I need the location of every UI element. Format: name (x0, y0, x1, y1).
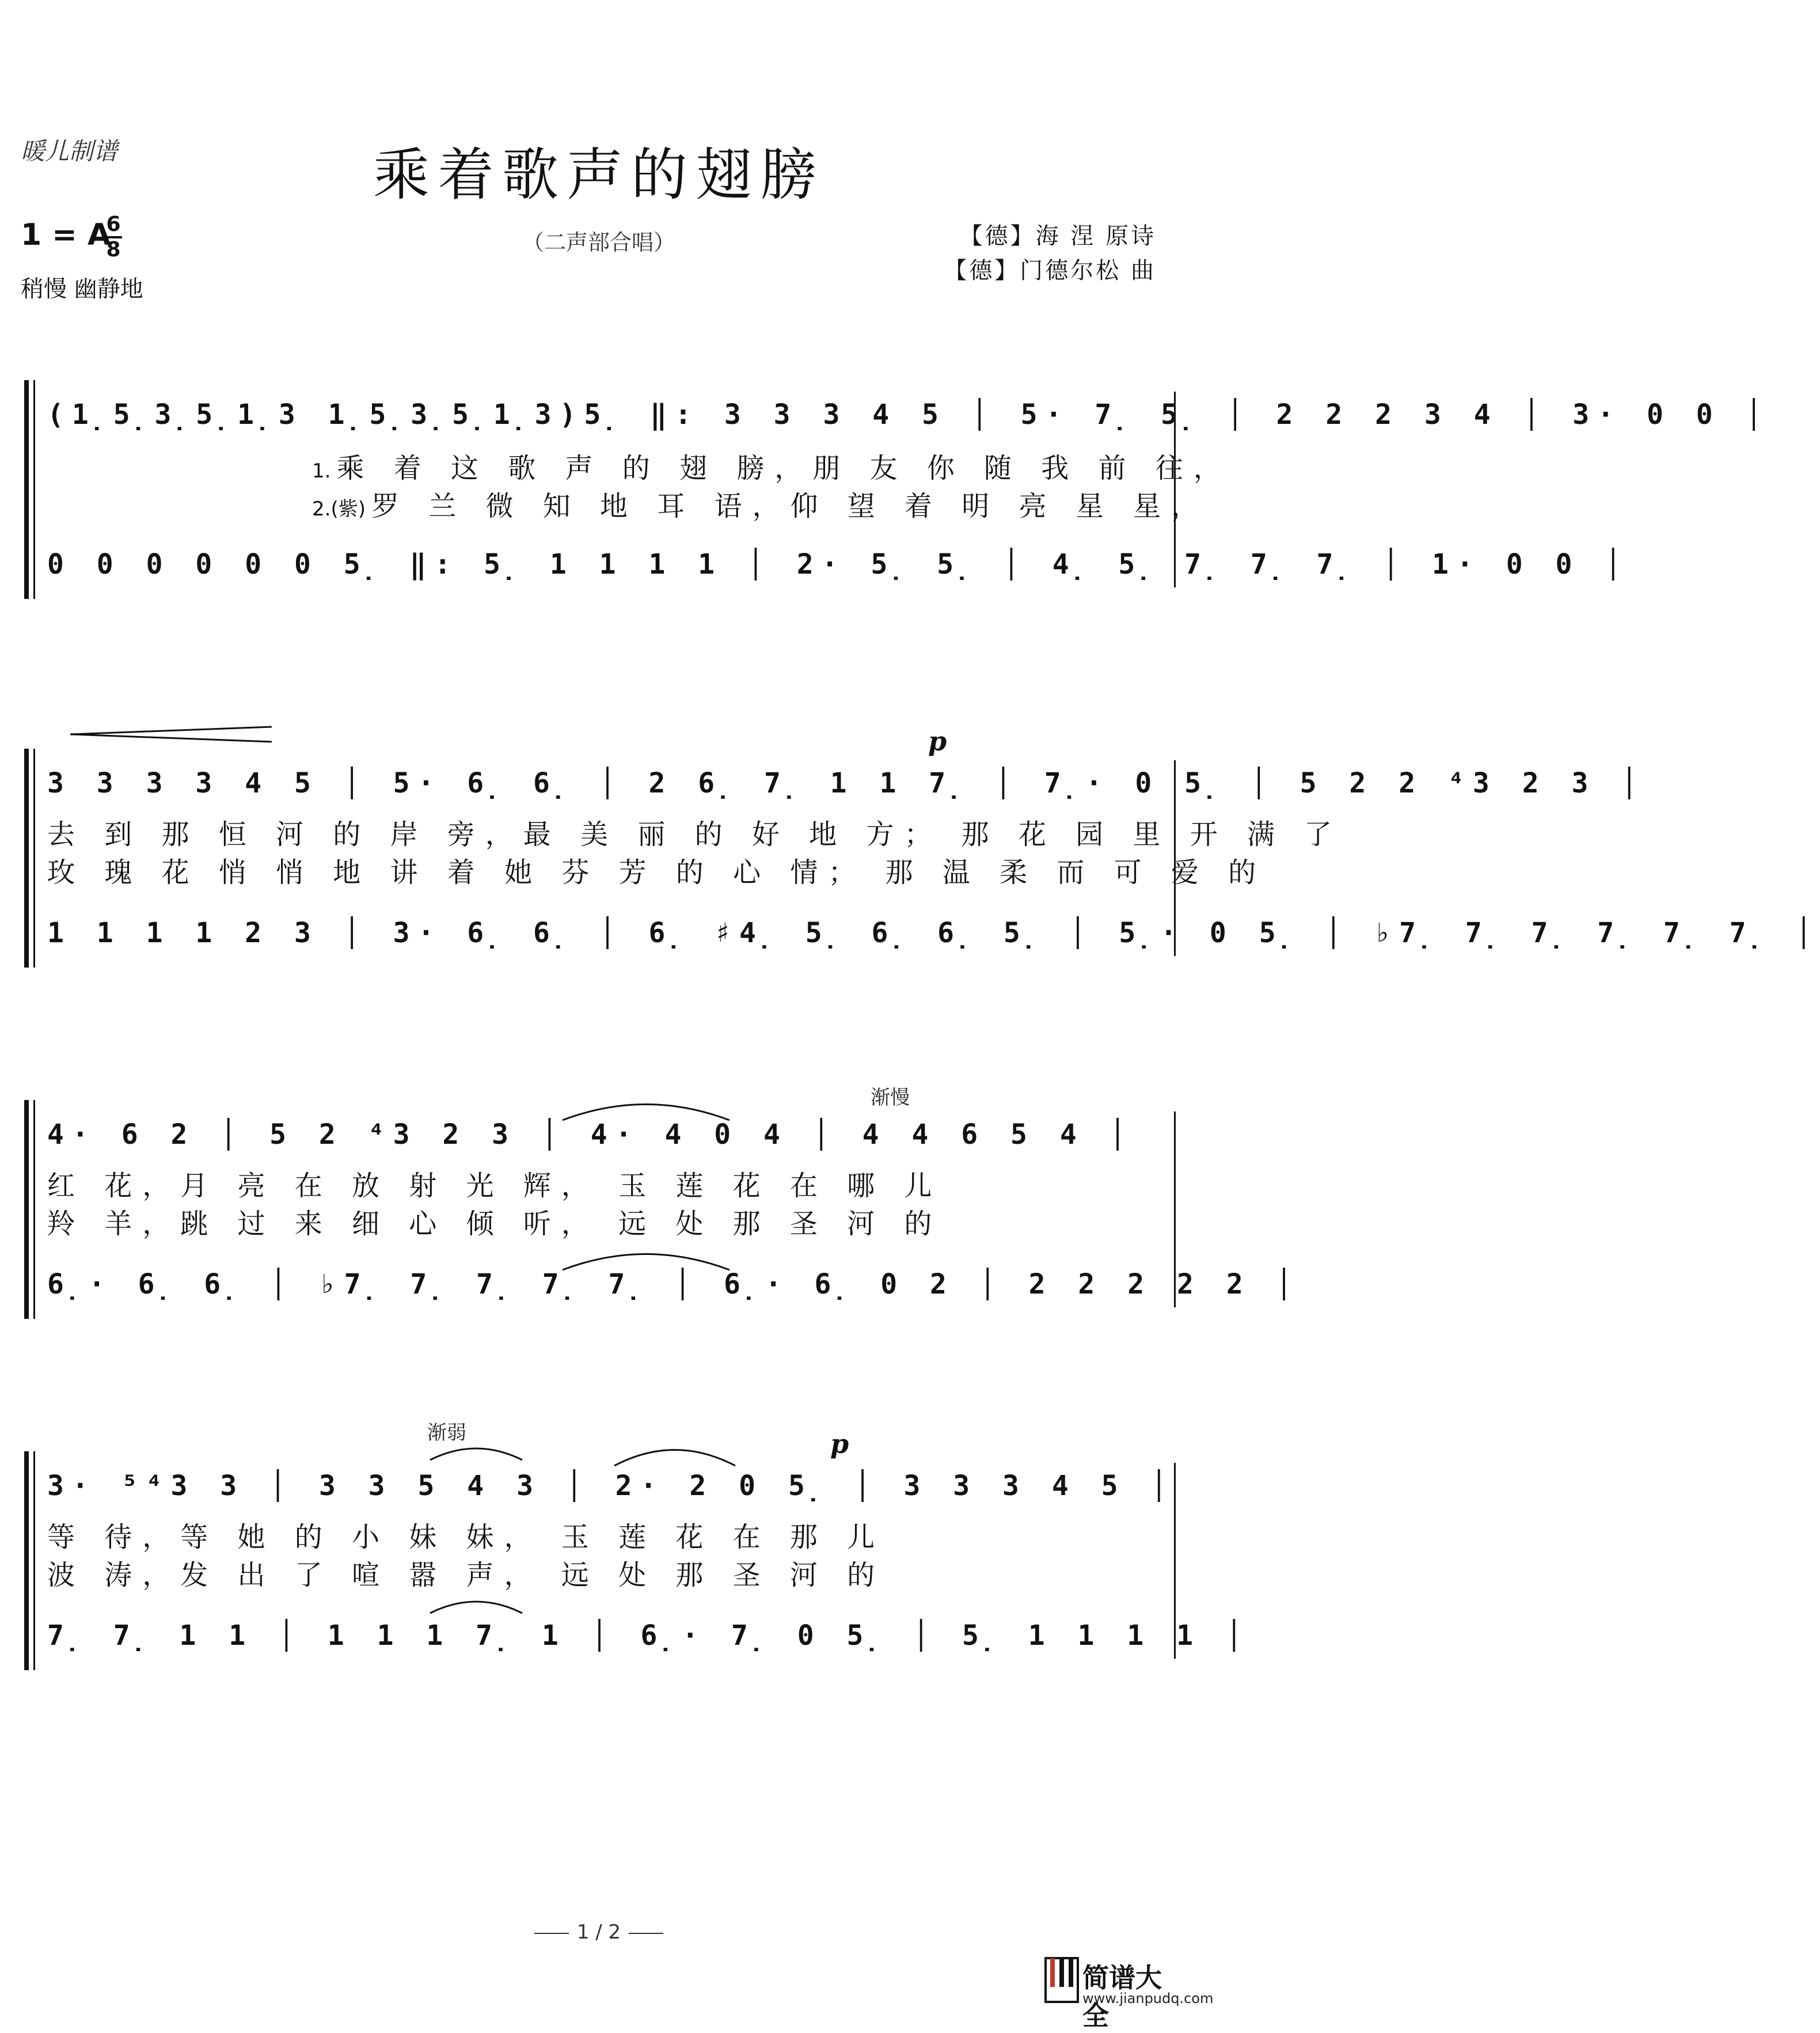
lower-voice-notes: 1 1 1 1 2 3 │ 3· 6̣ 6̣ │ 6̣ ♯4̣ 5̣ 6̣ 6̣ 5̣ │ 5̣· 0 5̣ │ ♭7̣ 7̣ 7̣ 7̣ 7̣ 7̣ │ (47, 917, 1820, 949)
dynamic-piano: p (928, 726, 947, 757)
lower-voice-staff (47, 541, 1630, 587)
crescendo-hairpin (70, 726, 278, 743)
piano-keys-icon (1044, 1957, 1079, 2003)
lower-voice-staff (47, 1261, 1301, 1307)
score-system-3 (24, 1077, 1301, 1319)
brand-url: www.jianpudq.com (1082, 1990, 1214, 2007)
score-system-1 (24, 380, 1770, 599)
lower-voice-notes: 7̣ 7̣ 1 1 │ 1 1 1 7̣ 1 │ 6̣· 7̣ 0 5̣ │ 5̣ 1 1 1 1 │ (47, 1619, 1251, 1652)
upper-voice-staff (47, 760, 1646, 806)
upper-voice-staff (47, 392, 1770, 438)
page-number-text: 1 / 2 (576, 1921, 621, 1944)
upper-voice-notes: 3· ⁵⁴3 3 │ 3 3 5 4 3 │ 2· 2 0 5̣ │ 3 3 3 4 5 │ (47, 1470, 1176, 1502)
dynamic-change-mark: 渐弱 (427, 1421, 466, 1444)
credit-music: 【德】门德尔松 曲 (944, 257, 1156, 284)
time-signature-bottom: 8 (106, 238, 121, 261)
lower-voice-staff (47, 910, 1820, 956)
lyric-verse-2: 波 涛，发 出 了 喧 嚣 声， 远 处 那 圣 河 的 (47, 1559, 886, 1591)
arranger-note: 暖儿制谱 (21, 137, 118, 165)
slur-arc (427, 1440, 525, 1463)
lyric-verse-2-text: 罗 兰 微 知 地 耳 语，仰 望 着 明 亮 星 星， (371, 490, 1210, 522)
lower-voice-staff (47, 1613, 1251, 1659)
system-brace (24, 1451, 40, 1670)
tempo-marking: 稍慢 幽静地 (21, 276, 143, 302)
upper-voice-notes: 3 3 3 3 4 5 │ 5· 6̣ 6̣ │ 2 6̣ 7̣ 1 1 7̣ │ 7̣· 0 5̣ │ 5 2 2 ⁴3 2 3 │ (47, 767, 1646, 799)
score-system-4 (24, 1417, 1251, 1670)
lower-voice-notes: 6̣· 6̣ 6̣ │ ♭7̣ 7̣ 7̣ 7̣ 7̣ │ 6̣· 6̣ 0 2 │ 2 2 2 2 2 │ (47, 1268, 1301, 1300)
credit-lyrics: 【德】海 涅 原诗 (959, 223, 1156, 249)
lyric-verse-2 (312, 484, 1209, 524)
score-system-2 (24, 726, 1820, 968)
tempo-change-mark: 渐慢 (871, 1086, 910, 1109)
upper-voice-staff (47, 1463, 1176, 1509)
site-logo (1042, 1944, 1214, 2031)
upper-voice-notes: (1̣5̣3̣5̣1̣3 1̣5̣3̣5̣1̣3)5̣ ‖: 3 3 3 4 5 │ 5· 7̣ 5̣ │ 2 2 2 3 4 │ 3· 0 0 │ (47, 399, 1770, 431)
lower-voice-notes: 0 0 0 0 0 0 5̣ ‖: 5̣ 1 1 1 1 │ 2· 5̣ 5̣ │ 4̣ 5̣ 7̣ 7̣ 7̣ │ 1· 0 0 │ (47, 548, 1630, 581)
brand-name: 简谱大全 (1082, 1962, 1162, 2031)
system-brace (24, 1100, 40, 1319)
page-title: 乘着歌声的翅膀 (373, 142, 824, 208)
lyric-verse-2: 玫 瑰 花 悄 悄 地 讲 着 她 芬 芳 的 心 情； 那 温 柔 而 可 爱 的 (47, 856, 1267, 889)
time-signature-top: 6 (106, 213, 121, 236)
lyric-verse-1 (312, 446, 1232, 486)
lyric-verse-1: 红 花，月 亮 在 放 射 光 辉， 玉 莲 花 在 哪 儿 (47, 1170, 943, 1202)
verse-number-2: 2.(紫) (312, 498, 366, 521)
page-number (0, 1921, 1198, 1944)
lyric-verse-2: 羚 羊，跳 过 来 细 心 倾 听， 远 处 那 圣 河 的 (47, 1208, 943, 1240)
lyric-verse-1: 去 到 那 恒 河 的 岸 旁，最 美 丽 的 好 地 方； 那 花 园 里 开 满 了 (47, 818, 1343, 851)
verse-number-1: 1. (312, 460, 331, 483)
lyric-verse-1-text: 乘 着 这 歌 声 的 翅 膀，朋 友 你 随 我 前 往， (336, 452, 1232, 484)
system-brace (24, 749, 40, 968)
upper-voice-notes: 4· 6 2 │ 5 2 ⁴3 2 3 │ 4· 4 0 4 │ 4 4 6 5 4 │ (47, 1118, 1134, 1151)
upper-voice-staff (47, 1112, 1170, 1158)
system-brace (24, 380, 40, 599)
lyric-verse-1: 等 待，等 她 的 小 妹 妹， 玉 莲 花 在 那 儿 (47, 1521, 886, 1553)
key-signature: 1 = A (21, 218, 111, 252)
dynamic-piano: p (830, 1428, 849, 1459)
subtitle: （二声部合唱） (522, 230, 675, 255)
